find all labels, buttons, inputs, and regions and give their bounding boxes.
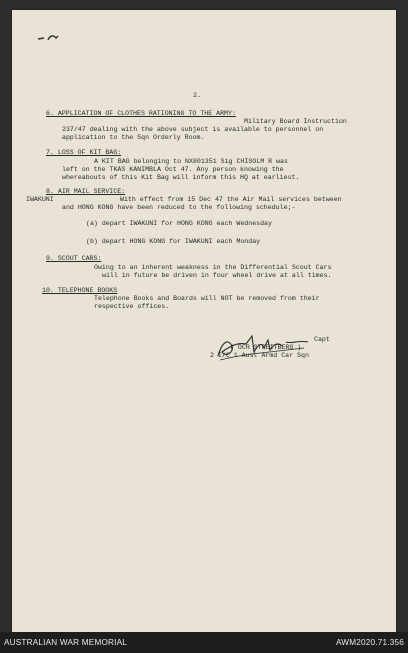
- signature-name: ( OCR STREITBERG ): [230, 344, 302, 351]
- item-8-line: IWAKUNI: [26, 196, 54, 203]
- page-number: 2.: [193, 92, 201, 99]
- item-7-line: left on the TKAS KANIMBLA Oct 47. Any person knowing the: [62, 166, 284, 173]
- item-10-heading: 10. TELEPHONE BOOKS: [42, 287, 118, 294]
- item-6-line: 237/47 dealing with the above subject is available to personnel on: [62, 126, 324, 133]
- item-7-line: A KIT BAG belonging to NX801351 Sig CHISOLM R was: [94, 158, 288, 165]
- document-page: [12, 10, 396, 632]
- signature-rank: Capt: [314, 336, 330, 343]
- item-9-heading: 9. SCOUT CARS:: [46, 255, 102, 262]
- footer-institution: AUSTRALIAN WAR MEMORIAL: [4, 638, 128, 647]
- item-8-heading: 8. AIR MAIL SERVICE:: [46, 188, 126, 195]
- footer-accession-number: AWM2020.71.356: [335, 638, 404, 647]
- item-6-line: application to the Sqn Orderly Room.: [62, 134, 205, 141]
- item-6-line: Military Board Instruction: [244, 118, 347, 125]
- item-6-heading: 6. APPLICATION OF CLOTHES RATIONING TO THE ARMY:: [46, 110, 236, 117]
- item-8-line: With effect from 15 Dec 47 the Air Mail services between: [120, 196, 342, 203]
- item-8-line: (a) depart IWAKUNI for HONG KONG each Wednesday: [86, 220, 272, 227]
- item-9-line: Owing to an inherent weakness in the Differential Scout Cars: [94, 264, 332, 271]
- item-8-line: and HONG KONG have been reduced to the following schedule;-: [62, 204, 296, 211]
- signature-title: 2 I/C 1 Aust Armd Car Sqn: [210, 352, 309, 359]
- item-9-line: will in future be driven in four wheel drive at all times.: [102, 272, 332, 279]
- archive-footer: [0, 632, 408, 653]
- item-10-line: Telephone Books and Boards will NOT be removed from their: [94, 295, 320, 302]
- ink-mark: [36, 30, 76, 44]
- item-7-line: whereabouts of this Kit Bag will inform this HQ at earliest.: [62, 174, 300, 181]
- item-8-line: (b) depart HONG KONG for IWAKUNI each Monday: [86, 238, 261, 245]
- item-7-heading: 7. LOSS OF KIT BAG:: [46, 149, 122, 156]
- item-10-line: respective offices.: [94, 303, 170, 310]
